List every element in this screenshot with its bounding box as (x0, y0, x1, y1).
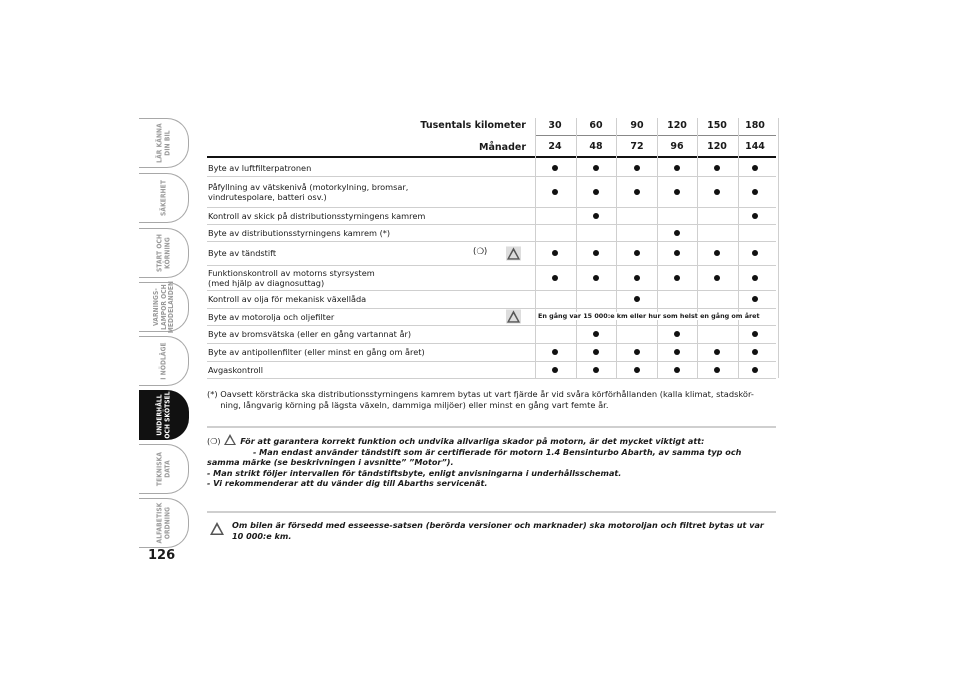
schedule-dot (593, 213, 599, 219)
schedule-dot (593, 189, 599, 195)
km-header-cell: 30 (548, 120, 562, 131)
schedule-dot (634, 165, 640, 171)
row-label: Avgaskontroll (208, 364, 264, 375)
spark-plug-warning (207, 433, 777, 489)
row-label: Byte av tändstift (208, 248, 277, 258)
tab-alfabetisk-ordning[interactable] (139, 498, 189, 548)
column-rule (616, 118, 617, 378)
tab-label: TEKNISKA DATA (155, 451, 171, 487)
schedule-dot (714, 275, 720, 281)
esseesse-line-1: Om bilen är försedd med esseesse-satsen (berörda versioner och marknader) ska motoroljan och filtret bytas ut var (232, 520, 764, 530)
tab-sakerhet[interactable] (139, 173, 189, 223)
schedule-dot (634, 296, 640, 302)
row-rule (207, 361, 776, 362)
header-rule (535, 135, 776, 136)
months-header-cell: 24 (548, 141, 562, 152)
tab-label: UNDERHÅLL OCH SKÖTSEL (155, 391, 171, 439)
column-rule (535, 118, 536, 378)
row-rule (207, 325, 776, 326)
km-header-cell: 180 (745, 120, 765, 131)
schedule-dot (552, 367, 558, 373)
tab-label: START OCH KÖRNING (155, 233, 171, 273)
schedule-dot (674, 165, 680, 171)
footnote-text: (*) Oavsett körsträcka ska distributionsstyrningens kamrem bytas ut vart fjärde år vid svåra körförhållanden (kalla klimat, stadskör- ning, långvarig körning på lägsta växeln, dammiga miljöer) eller minst en gång vart femte år. (207, 389, 754, 410)
header-rule-bold (207, 156, 776, 158)
schedule-dot (552, 165, 558, 171)
schedule-dot (552, 349, 558, 355)
column-rule (657, 118, 658, 378)
warning-line-5: - Vi rekommenderar att du vänder dig till Abarths servicenät. (207, 478, 488, 489)
row-label: Påfyllning av vätskenivå (motorkylning, bromsar, vindrutespolare, batteri osv.) (208, 181, 409, 202)
esseesse-line-2: 10 000:e km. (232, 530, 292, 541)
tab-underhall-och-skotsel[interactable] (139, 390, 189, 440)
warning-line-2: - Man endast använder tändstift som är certifierade för motorn 1.4 Bensinturbo Abarth, av samma typ och (253, 446, 742, 457)
schedule-dot (634, 189, 640, 195)
schedule-dot (714, 367, 720, 373)
row-symbol: (❍) (473, 247, 488, 257)
schedule-dot (752, 165, 758, 171)
schedule-dot (714, 250, 720, 256)
tab-i-nodlage[interactable] (139, 336, 189, 386)
row-rule (207, 290, 776, 291)
schedule-dot (752, 189, 758, 195)
schedule-dot (634, 349, 640, 355)
row-label: Byte av motorolja och oljefilter (208, 311, 335, 322)
header-months-label: Månader (479, 142, 526, 153)
esseesse-warning (207, 520, 777, 541)
divider (207, 511, 776, 513)
row-rule (207, 241, 776, 242)
schedule-dot (593, 367, 599, 373)
schedule-dot (593, 349, 599, 355)
row-rule (207, 265, 776, 266)
schedule-dot (593, 275, 599, 281)
warning-line-3: samma märke (se beskrivningen i avsnitte” ”Motor”). (207, 457, 454, 468)
schedule-dot (552, 189, 558, 195)
km-header-cell: 150 (707, 120, 727, 131)
schedule-dot (552, 275, 558, 281)
km-header-cell: 60 (589, 120, 603, 131)
tab-label: VARNINGS- LAMPOR OCH MEDDELANDEN (151, 280, 175, 334)
schedule-dot (752, 213, 758, 219)
row-label: Kontroll av olja för mekanisk växellåda (208, 294, 367, 304)
column-rule (697, 118, 698, 378)
divider (207, 426, 776, 428)
schedule-dot (674, 230, 680, 236)
page-number: 126 (148, 548, 176, 563)
schedule-dot (593, 250, 599, 256)
tab-varningslampor[interactable] (139, 282, 189, 332)
tab-label: LÄR KÄNNA DIN BIL (155, 123, 171, 163)
row-label: Byte av antipollenfilter (eller minst en gång om året) (208, 347, 425, 357)
tab-label: SÄKERHET (158, 180, 167, 216)
months-header-cell: 120 (707, 141, 727, 152)
row-rule (207, 343, 776, 344)
row-label: Funktionskontroll av motorns styrsystem (med hjälp av diagnosuttag) (208, 267, 375, 288)
schedule-dot (674, 367, 680, 373)
tab-tekniska-data[interactable] (139, 444, 189, 494)
months-header-cell: 144 (745, 141, 765, 152)
tab-start-och-korning[interactable] (139, 228, 189, 278)
row-label: Byte av bromsvätska (eller en gång vartannat år) (208, 329, 412, 339)
schedule-dot (752, 331, 758, 337)
km-header-cell: 120 (667, 120, 687, 131)
months-header-cell: 96 (670, 141, 684, 152)
schedule-dot (593, 331, 599, 337)
column-rule (576, 118, 577, 378)
tab-label: I NÖDLÄGE (158, 342, 167, 380)
row-rule (207, 224, 776, 225)
warning-triangle-icon (209, 521, 225, 536)
schedule-dot (714, 189, 720, 195)
schedule-dot (752, 367, 758, 373)
schedule-dot (634, 367, 640, 373)
schedule-dot (714, 349, 720, 355)
warning-triangle-icon (223, 433, 237, 446)
row-rule (207, 308, 776, 309)
row-rule (207, 207, 776, 208)
warning-line-4: - Man strikt följer intervallen för tändstiftsbyte, enligt anvisningarna i underhållsschemat. (207, 467, 622, 478)
header-km-label: Tusentals kilometer (420, 120, 526, 131)
schedule-dot (593, 165, 599, 171)
footnote (207, 389, 777, 411)
row-rule (207, 378, 776, 379)
km-header-cell: 90 (630, 120, 644, 131)
row-note: En gång var 15 000:e km eller hur som helst en gång om året (538, 312, 760, 320)
tab-lar-kanna-din-bil[interactable] (139, 118, 189, 168)
schedule-dot (674, 349, 680, 355)
schedule-dot (752, 296, 758, 302)
schedule-dot (714, 165, 720, 171)
warning-triangle-icon (506, 246, 521, 261)
schedule-dot (674, 189, 680, 195)
warning-triangle-icon (506, 309, 521, 324)
schedule-dot (634, 275, 640, 281)
maintenance-schedule-table (207, 118, 776, 378)
months-header-cell: 48 (589, 141, 603, 152)
row-label: Kontroll av skick på distributionsstyrningens kamrem (208, 210, 426, 221)
schedule-dot (674, 275, 680, 281)
warning-line-1: För att garantera korrekt funktion och undvika allvarliga skador på motorn, är det mycket viktigt att: (240, 436, 705, 446)
schedule-dot (634, 250, 640, 256)
row-label: Byte av luftfilterpatronen (208, 163, 312, 173)
schedule-dot (752, 349, 758, 355)
schedule-dot (674, 250, 680, 256)
schedule-dot (674, 331, 680, 337)
months-header-cell: 72 (630, 141, 644, 152)
row-rule (207, 176, 776, 177)
row-label: Byte av distributionsstyrningens kamrem (*) (208, 227, 391, 238)
column-rule (738, 118, 739, 378)
schedule-dot (552, 250, 558, 256)
tab-label: ALFABETISK ORDNING (155, 502, 171, 544)
schedule-dot (752, 275, 758, 281)
spark-plug-symbol: (❍) (207, 436, 221, 446)
schedule-dot (752, 250, 758, 256)
column-rule (778, 118, 779, 378)
